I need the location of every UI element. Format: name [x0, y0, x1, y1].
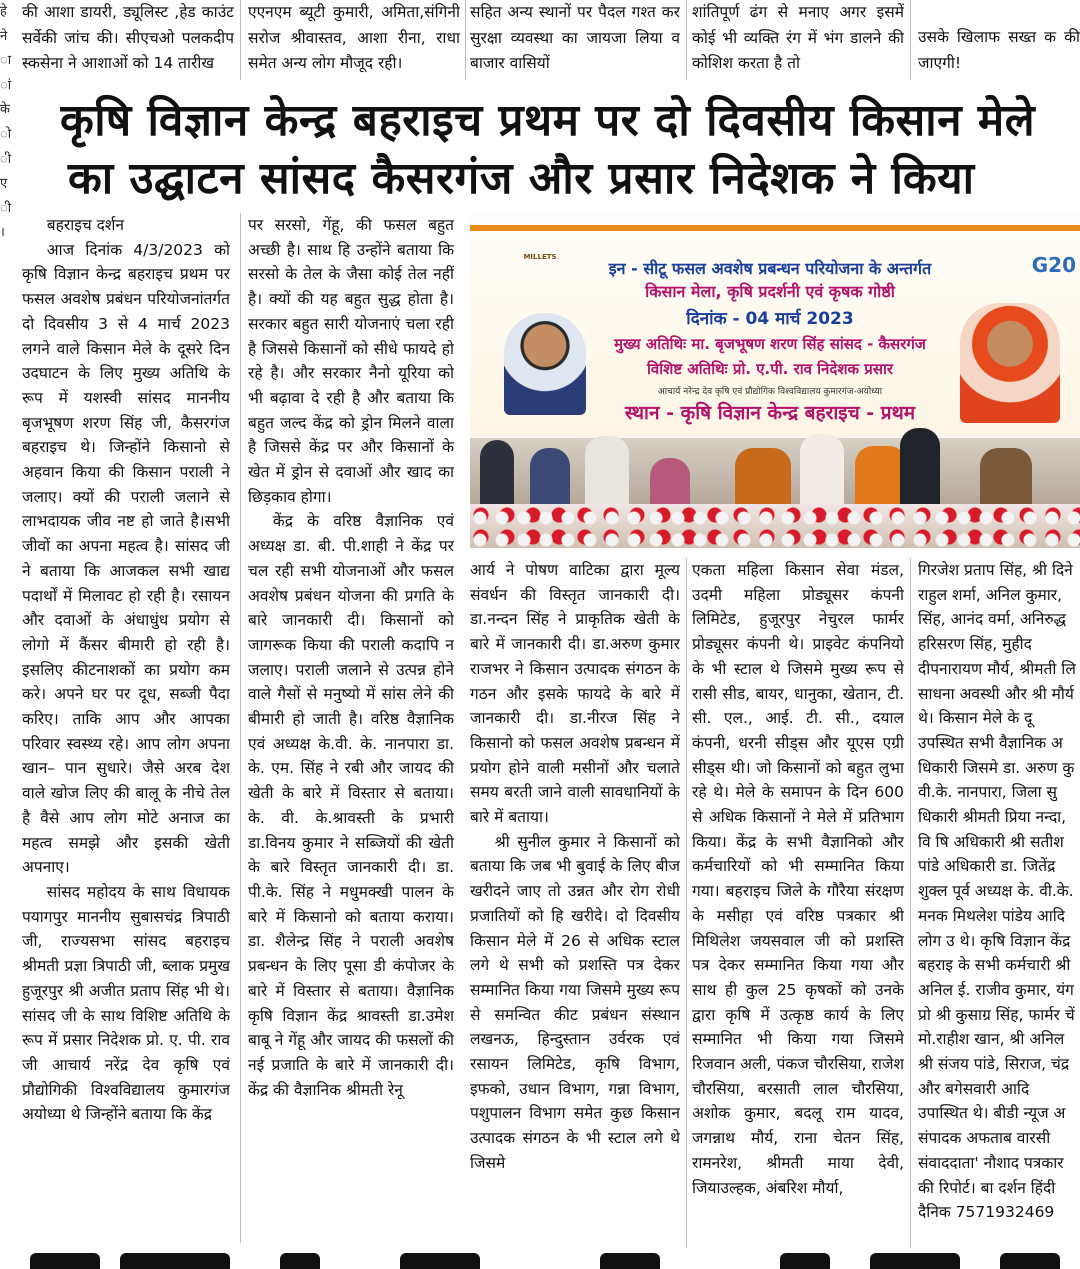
millets-logo: MILLETS — [523, 253, 557, 261]
article-headline — [60, 92, 1080, 208]
column-rule — [240, 213, 241, 1243]
g20-logo: G20 — [1031, 253, 1076, 277]
event-banner — [470, 225, 1080, 435]
article-paragraph: पर सरसो, गेंहू, की फसल बहुत अच्छी है। साथ हि उन्होंने बताया कि सरसो के तेल के जैसा कोई तेल नहीं है। क्यों की यह बहुत सुद्ध होता है। सरकार बहुत सारी योजनाएं चला रही है जिससे किसानों को सीधे फायदे हो रहे है। और सरकार नैनो यूरिया को भी बढ़ावा दे रही है और बताया कि बहुत जल्द केंद्र को ड्रोन मिलने वाला है जिससे केंद्र पर और किसानों के खेत में ड्रोन से दवाओं और खाद का छिड़काव होगा। — [248, 216, 454, 506]
stage-scene — [470, 438, 1080, 548]
column-rule — [910, 0, 911, 80]
top-fragment-5: उसके खिलाफ सख्त क की जाएगी! — [918, 28, 1080, 72]
article-column-5 — [918, 558, 1080, 1247]
banner-date: दिनांक - 04 मार्च 2023 — [686, 309, 854, 329]
column-rule — [910, 558, 911, 1248]
column-rule — [686, 558, 687, 1248]
article-column-4 — [692, 558, 904, 1247]
banner-chief-guest: मुख्य अतिथिः मा. बृजभूषण शरण सिंह सांसद - कैसरगंज — [614, 335, 926, 353]
article-paragraph: आज दिनांक 4/3/2023 को कृषि विज्ञान केन्द्र बहराइच प्रथम पर फसल अवशेष प्रबंधन परियोजनांतर्गत दो दिवसीय 3 से 4 मार्च 2023 लगने वाले किसान मेले के दूसरे दिन उदघाटन के लिए मुख्य अतिथि के रूप में यशस्वी सांसद माननीय बृजभूषण शरण सिंह जी, कैसरगंज बहराइच थे। जिन्होंने किसानो से अहवान किया की किसान पराली ने जलाए। क्यों की पराली जलाने से लाभदायक जीव नष्ट हो जाते है।सभी जीवों का अपना महत्व है। सांसद जी ने बताया कि आजकल सभी खाद्य पदार्थों में मिलावट हो रही है। रसायन और दवाओं के अंधाधुंध प्रयोग से लोगो में कैंसर बीमारी हो रही है। इसलिए कीटनाशकों का प्रयोग कम करे। अपने घर पर दूध, सब्जी पैदा करिए। ताकि आप और आपका परिवार स्वस्थ्य रहे। आप लोग अपना खान– पान सुधारे। जैसे अरब देश वाले खोज लिए की बालू के नीचे तेल है वैसे आप लोग मोटे अनाज का महत्व समझे और इसकी खेती अपनाए। — [22, 240, 230, 877]
top-fragment-1: की आशा डायरी, ड्यूलिस्ट ,हेड काउंट सर्वेकी जांच की। सीएचओ पलकदीप स्कसेना ने आशाओं को 14 तारीख — [22, 3, 234, 72]
flower-decoration — [470, 504, 1080, 548]
article-column-1 — [22, 213, 230, 1247]
article-paragraph: केंद्र के वरिष्ठ वैज्ञानिक एवं अध्यक्ष डा. बी. पी.शाही ने केंद्र पर चल रही सभी योजनाओं और फसल अवशेष प्रबंधन योजना की प्रगति के बारे जानकारी दी। किसानों को जागरूक किया की पराली कदापि न जलाए। पराली जलाने से उत्पन्न होने वाले गैसों से मनुष्यो में सांस लेने की बीमारी हो जाती है। वरिष्ठ वैज्ञानिक एवं अध्यक्ष के.वी. के. नानपारा डा. के. एम. सिंह ने रबी और जायद की खेती के बारे में विस्तार से बताया। के. वी. के.श्रावस्ती के प्रभारी डा.विनय कुमार ने सब्जियों की खेती के बारे विस्तृत जानकारी दी। डा. पी.के. सिंह ने मधुमक्खी पालन के बारे में किसानो को बताया कराया। डा. शैलेन्द्र सिंह ने पराली अवशेष प्रबन्धन के लिए पूसा डी कंपोजर के बारे में विस्तार से बताया। वैज्ञानिक कृषि विज्ञान केंद्र श्रावस्ती डा.उमेश बाबू ने गेंहू और जायद की फसलों की नई प्रजाति के बारे में जानकारी दी। केंद्र की वैज्ञानिक श्रीमती रेनू — [248, 512, 454, 1099]
banner-special-guest: विशिष्ट अतिथिः प्रो. ए.पी. राव निदेशक प्रसार — [647, 360, 893, 378]
top-fragment-2: एएनएम ब्यूटी कुमारी, अमिता,संगिनी सरोज श्रीवास्तव, आशा रीना, राधा समेत अन्य लोग मौजूद रही। — [248, 3, 460, 72]
banner-venue: स्थान - कृषि विज्ञान केन्द्र बहराइच - प्रथम — [624, 402, 916, 424]
next-headline-fragment — [0, 1247, 1080, 1269]
article-paragraph: श्री सुनील कुमार ने किसानों को बताया कि जब भी बुवाई के लिए बीज खरीदने जाए तो उन्नत और रोग रोधी प्रजातियों को हि खरीदे। दो दिवसीय किसान मेले में 26 से अधिक स्टाल लगे थे सभी को प्रशस्ति पत्र देकर सम्मानित किया गया जिसमे मुख्य रूप से समन्वित कीट प्रबंधन संस्थान लखनऊ, हिन्दुस्तान उर्वरक एवं रसायन लिमिटेड, कृषि विभाग, इफको, उधान विभाग, गन्ना विभाग, पशुपालन विभाग समेत कुछ किसान उत्पादक संगठन के भी स्टाल लगे थे जिसमे — [470, 832, 680, 1172]
top-fragment-4: शांतिपूर्ण ढंग से मनाए अगर इसमें कोई भी व्यक्ति रंग में भंग डालने की कोशिश करता है तो — [692, 3, 904, 72]
event-photo — [470, 213, 1080, 548]
article-paragraph: सांसद महोदय के साथ विधायक पयागपुर माननीय सुबासचंद्र त्रिपाठी जी, राज्यसभा सांसद बहराइच श्रीमती प्रज्ञा त्रिपाठी जी, ब्लाक प्रमुख हुजूरपुर श्री अजीत प्रताप सिंह भी थे। सांसद जी के साथ विशिष्ट अतिथि के रूप में प्रसार निदेशक प्रो. ए. पी. राव जी आचार्य नरेंद्र देव कृषि एवं प्रौद्योगिकी विश्वविद्यालय कुमारगंज अयोध्या थे जिन्होंने बताया कि केंद्र — [22, 882, 230, 1124]
article-column-3 — [470, 558, 680, 1247]
top-fragment-3: सहित अन्य स्थानों पर पैदल गश्त कर सुरक्षा व्यवस्था का जायजा लिया व बाजार वासियों — [470, 3, 680, 72]
column-rule — [240, 0, 241, 80]
headline-line-2: का उद्घाटन सांसद कैसरगंज और प्रसार निदेशक ने किया — [68, 153, 975, 204]
article-paragraph: गिरजेश प्रताप सिंह, श्री दिने राहुल शर्मा, अनिल कुमार, सिंह, आनंद वर्मा, अनिरुद्ध हरिसरण सिंह, मुहीद दीपनारायण मौर्य, श्रीमती लि साधना अवस्थी और श्री मौर्य थे। किसान मेले के दू उपस्थित सभी वैज्ञानिक अ धिकारी जिसमे डा. अरुण कु वी.के. नानपारा, जिला सु धिकारी श्रीमती प्रिया नन्दा, वि षि अधिकारी श्री सतीश पांडे अधिकारी डा. जितेंद्र शुक्ल पूर्व अध्यक्ष के. वी.के. मनक मिथलेश पांडेय आदि लोग उ थे। कृषि विज्ञान केंद्र बहराइ के सभी कर्मचारी श्री अनिल ई. राजीव कुमार, यंग प्रो श्री कुसाग्र सिंह, फार्मर चें मो.राहीश खान, श्री अनिल श्री संजय पांडे, सिराज, चंद्र और बगेसवारी आदि उपास्थित थे। बीडी न्यूज अ संपादक अफताब वारसी संवाददाता' नौशाद पत्रकार की रिपोर्ट। बा दर्शन हिंदी दैनिक 7571932469 — [918, 561, 1076, 1222]
article-paragraph: एकता महिला किसान सेवा मंडल, उदमी महिला प्रोड्यूसर कंपनी लिमिटेड, हुजूरपुर नेचुरल फार्मर प्रोड्यूसर कंपनी थे। प्राइवेट कंपनियो के भी स्टाल थे जिसमे मुख्य रूप से रासी सीड, बायर, धानुका, खेतान, टी. सी. एल., आई. टी. सी., दयाल कंपनी, धरनी सीड्स और यूएस एग्री सीड्स थी। जो किसानों को बहुत लुभा रहे थे। मेले के समापन के दिन 600 से अधिक किसानों ने मेले में प्रतिभाग किया। केंद्र के सभी वैज्ञानिको और कर्मचारियों को भी सम्मानित किया गया। बहराइच जिले के गौरैया संरक्षण के मसीहा एवं वरिष्ठ पत्रकार श्री मिथिलेश जयसवाल जी को प्रशस्ति पत्र देकर सम्मानित किया गया और साथ ही कुल 25 कृषकों को उनके द्वारा कृषि में उत्कृष्ठ कार्य के लिए सम्मानित भी किया गया जिसमे रिजवान अली, पंकज चौरसिया, राजेश चौरसिया, बरसाती लाल चौरसिया, अशोक कुमार, बदलू राम यादव, जगन्नाथ मौर्य, राना चेतन सिंह, रामनरेश, श्रीमती माया देवी, जियाउल्हक, अंबरिश मौर्या, — [692, 561, 904, 1197]
byline: बहराइच दर्शन — [46, 216, 124, 234]
banner-line-1: इन - सीटू फसल अवशेष प्रबन्धन परियोजना के अन्तर्गत — [608, 259, 932, 278]
column-rule — [465, 0, 466, 80]
article-paragraph: आर्य ने पोषण वाटिका द्वारा मूल्य संवर्धन की विस्तृत जानकारी दी। डा.नन्दन सिंह ने प्राकृतिक खेती के बारे में जानकारी दी। डा.अरुण कुमार राजभर ने किसान उत्पादक संगठन के गठन और इसके फायदे के बारे में जानकारी दी। डा.नीरज सिंह ने किसानो को फसल अवशेष प्रबन्धन में प्रयोग होने वाली मसीनों और चलाते समय बरती जाने वाली सावधानियों के बारे में बताया। — [470, 561, 680, 827]
left-edge-fragment: हे ने ा ां के ो ी ए ी । — [0, 4, 12, 241]
headline-line-1: कृषि विज्ञान केन्द्र बहराइच प्रथम पर दो दिवसीय किसान मेले — [60, 95, 1036, 146]
banner-line-2: किसान मेला, कृषि प्रदर्शनी एवं कृषक गोष्ठी — [645, 282, 895, 301]
column-rule — [686, 0, 687, 80]
article-column-2 — [248, 213, 454, 1247]
banner-university: आचार्य नरेन्द्र देव कृषि एवं प्रौद्योगिक विश्वविद्यालय कुमारगंज-अयोध्या — [657, 387, 883, 397]
